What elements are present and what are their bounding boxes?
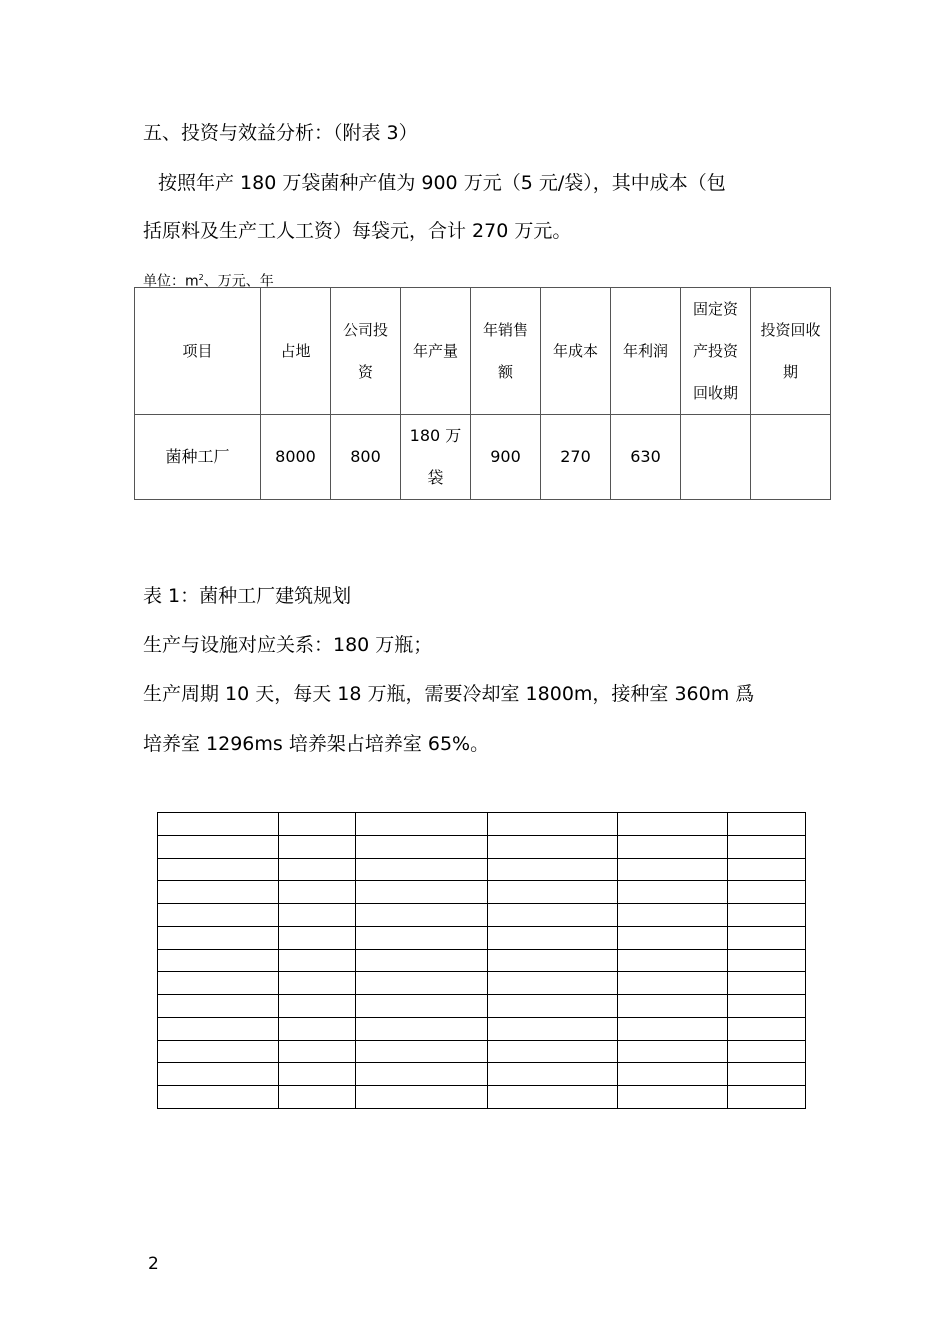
investment-table [134,287,831,500]
table-cell [728,904,806,927]
table-cell [279,904,356,927]
table-cell [618,1017,728,1040]
header-cell: 占地 [261,288,331,415]
header-cell: 年产量 [401,288,471,415]
table-cell [618,949,728,972]
table-cell [488,1063,618,1086]
table-row [158,972,806,995]
table-cell [618,926,728,949]
table-row [158,1040,806,1063]
table-cell [488,1040,618,1063]
unit-prefix: 单位：m [143,273,199,290]
header-cell: 年成本 [541,288,611,415]
table-cell [488,881,618,904]
table-cell [488,813,618,836]
unit-suffix: 、万元、年 [203,273,274,290]
cell-text: 180 万袋 [409,426,462,487]
table-cell [728,972,806,995]
table-cell [158,1086,279,1109]
table-cell [356,813,488,836]
table-cell [356,949,488,972]
table-cell [279,1086,356,1109]
table-cell [618,904,728,927]
header-text: 固定资产投资回收期 [692,300,738,402]
table-cell [356,995,488,1018]
header-cell [331,288,401,415]
table-cell: 800 [331,415,401,500]
table-row [158,995,806,1018]
table-cell [279,835,356,858]
header-cell [751,288,831,415]
cycle-line: 生产周期 10 天，每天 18 万瓶，需要冷却室 1800m，接种室 360m 爲 [143,683,755,705]
table-cell [158,949,279,972]
table-cell [488,1086,618,1109]
table-cell [618,1063,728,1086]
table-cell [356,1063,488,1086]
table-cell [158,904,279,927]
table-cell [618,1040,728,1063]
table-cell [279,949,356,972]
table-cell [158,1063,279,1086]
table-cell: 菌种工厂 [135,415,261,500]
table-cell [488,949,618,972]
table-cell [158,835,279,858]
table-cell [728,813,806,836]
table-cell [488,926,618,949]
table-cell [158,858,279,881]
culture-line: 培养室 1296ms 培养架占培养室 65%。 [143,733,490,755]
table-cell [751,415,831,500]
table-header-row [135,288,831,415]
unit-superscript: 2 [198,273,204,282]
table-row [135,415,831,500]
table-cell [158,972,279,995]
table-cell [488,835,618,858]
table-cell [356,972,488,995]
table-cell [728,858,806,881]
table-cell [356,1040,488,1063]
table-row [158,1086,806,1109]
table-cell [158,1040,279,1063]
table-cell [728,995,806,1018]
table-cell [158,881,279,904]
table-cell [158,926,279,949]
table-cell [279,1040,356,1063]
table-cell [618,813,728,836]
table-cell [158,813,279,836]
table1-title: 表 1：菌种工厂建筑规划 [143,585,352,607]
table-row [158,1063,806,1086]
header-cell: 项目 [135,288,261,415]
table-cell [618,1086,728,1109]
table-cell [728,926,806,949]
table-cell [618,835,728,858]
table-cell [728,881,806,904]
table-cell [356,1086,488,1109]
building-plan-table [157,812,806,1109]
table-cell [356,881,488,904]
page-number: 2 [148,1254,159,1274]
header-cell [681,288,751,415]
header-text: 年销售额 [482,321,528,381]
table-cell [618,995,728,1018]
table-cell [279,881,356,904]
table-cell [618,858,728,881]
table-cell: 8000 [261,415,331,500]
table-row [158,813,806,836]
table-cell [728,1040,806,1063]
table-cell [279,858,356,881]
table-cell [728,1086,806,1109]
table-cell [618,881,728,904]
table-cell [488,1017,618,1040]
table-row [158,926,806,949]
header-cell: 年利润 [611,288,681,415]
table-cell [279,972,356,995]
table-row [158,858,806,881]
table-cell [279,1017,356,1040]
table-cell [279,995,356,1018]
table-cell [488,972,618,995]
table-cell [279,1063,356,1086]
table-cell [356,904,488,927]
table-cell [681,415,751,500]
paragraph-line-2: 括原料及生产工人工资）每袋元，合计 270 万元。 [143,220,572,242]
table-row [158,835,806,858]
table-cell [488,904,618,927]
table-cell [401,415,471,500]
header-text: 公司投资 [342,321,388,381]
table-cell [356,926,488,949]
table-row [158,1017,806,1040]
table-cell [279,926,356,949]
table-cell: 900 [471,415,541,500]
table-cell [728,1063,806,1086]
table-cell [356,835,488,858]
table-cell [158,1017,279,1040]
table-cell [728,949,806,972]
table-cell: 270 [541,415,611,500]
header-cell [471,288,541,415]
table-cell [158,995,279,1018]
paragraph-line-1: 按照年产 180 万袋菌种产值为 900 万元（5 元/袋），其中成本（包 [158,172,726,194]
table-cell [618,972,728,995]
table-row [158,949,806,972]
header-text: 投资回收期 [760,321,821,381]
table-cell [356,858,488,881]
table-row [158,904,806,927]
table-cell [488,995,618,1018]
table-cell [728,1017,806,1040]
section-title: 五、投资与效益分析：（附表 3） [143,122,418,144]
table-cell [728,835,806,858]
table-cell: 630 [611,415,681,500]
table-cell [488,858,618,881]
table-cell [279,813,356,836]
relation-line: 生产与设施对应关系：180 万瓶； [143,634,433,656]
table-row [158,881,806,904]
table-cell [356,1017,488,1040]
